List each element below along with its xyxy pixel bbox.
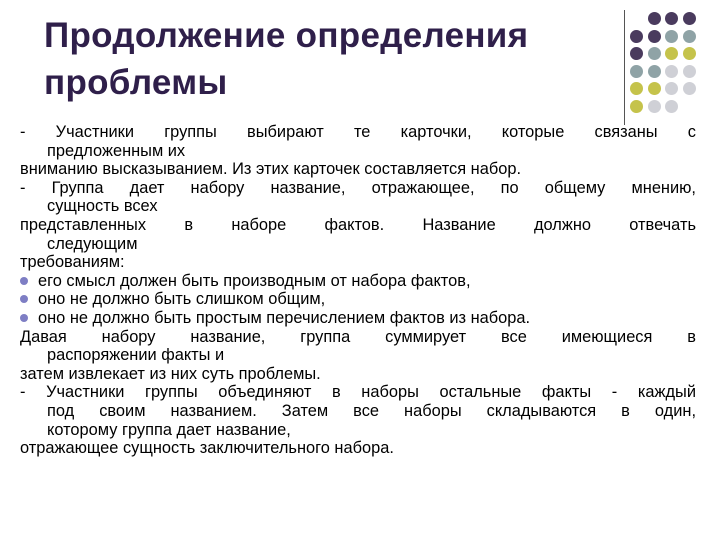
body-line: представленных в наборе фактов. Название должно отвечать	[20, 215, 696, 234]
decorative-dot	[630, 82, 643, 95]
body-line: под своим названием. Затем все наборы складываются в один,	[47, 401, 696, 420]
decorative-dot	[648, 30, 661, 43]
decorative-dot	[683, 12, 696, 25]
bullet-text: оно не должно быть слишком общим,	[38, 290, 326, 309]
decorative-dot	[683, 82, 696, 95]
decorative-dot	[648, 12, 661, 25]
body-line: Давая набору название, группа суммирует все имеющиеся в	[20, 327, 696, 346]
bullet-item	[20, 290, 696, 309]
decorative-dot	[648, 65, 661, 78]
bullet-icon	[20, 277, 28, 285]
decorative-dot	[648, 47, 661, 60]
decorative-dot	[630, 65, 643, 78]
bullet-item	[20, 309, 696, 328]
title-line-1: Продолжение определения	[44, 16, 529, 55]
bullet-text: его смысл должен быть производным от набора фактов,	[38, 271, 471, 290]
decorative-dot	[665, 82, 678, 95]
decorative-dot	[665, 12, 678, 25]
body-line: - Участники группы объединяют в наборы остальные факты - каждый	[20, 383, 696, 402]
decorative-dot	[665, 100, 678, 113]
decorative-dot	[648, 82, 661, 95]
slide-body	[20, 123, 696, 458]
decorative-divider	[624, 10, 625, 125]
body-line: - Участники группы выбирают те карточки, которые связаны с	[20, 123, 696, 141]
body-line: затем извлекает из них суть проблемы.	[20, 364, 321, 383]
body-line: вниманию высказыванием. Из этих карточек составляется набор.	[20, 160, 522, 179]
body-line: предложенным их	[47, 141, 186, 160]
decorative-dot	[630, 100, 643, 113]
decorative-dot-grid-icon	[630, 12, 712, 116]
slide-title	[44, 12, 604, 106]
bullet-icon	[20, 295, 28, 303]
decorative-dot	[665, 47, 678, 60]
decorative-dot	[665, 65, 678, 78]
body-line: сущность всех	[47, 197, 158, 216]
body-line: - Группа дает набору название, отражающее, по общему мнению,	[20, 178, 696, 197]
body-line: которому группа дает название,	[47, 420, 291, 439]
decorative-dot	[630, 30, 643, 43]
bullet-text: оно не должно быть простым перечислением фактов из набора.	[38, 308, 531, 327]
title-line-2: проблемы	[44, 63, 228, 102]
decorative-dot	[683, 65, 696, 78]
decorative-dot	[683, 30, 696, 43]
decorative-dot	[648, 100, 661, 113]
bullet-icon	[20, 314, 28, 322]
decorative-dot	[683, 47, 696, 60]
bullet-item	[20, 272, 696, 291]
body-line: требованиям:	[20, 253, 125, 272]
body-line: распоряжении факты и	[47, 346, 225, 365]
body-line: следующим	[47, 234, 138, 253]
body-line: отражающее сущность заключительного набора.	[20, 439, 394, 458]
decorative-dot	[630, 47, 643, 60]
decorative-dot	[665, 30, 678, 43]
